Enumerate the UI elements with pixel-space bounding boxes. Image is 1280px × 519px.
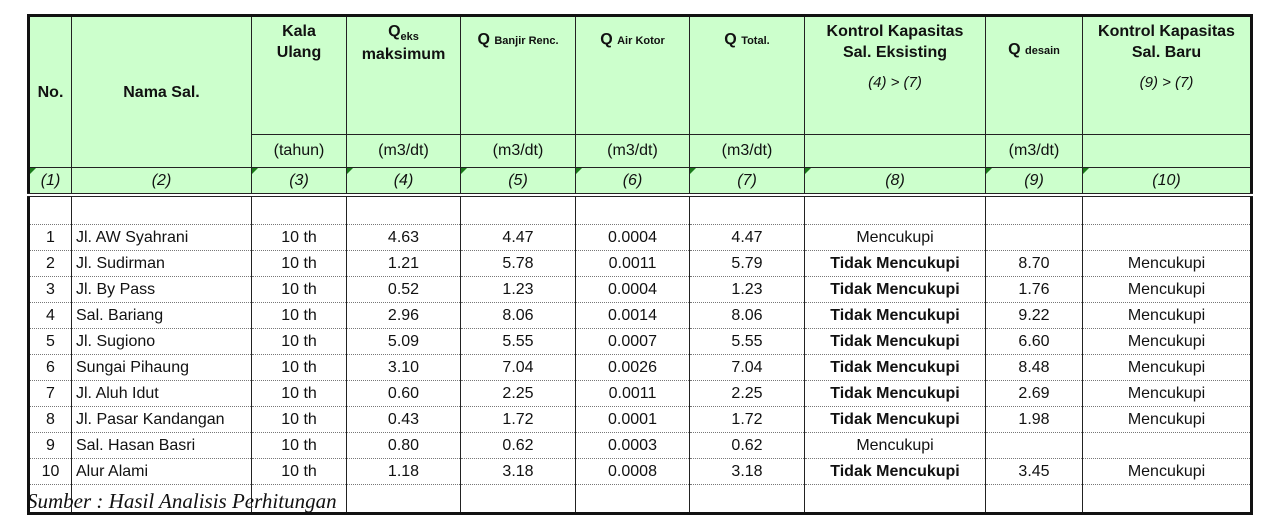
table-row: [29, 225, 1252, 251]
cell-kontrol-eks: Tidak Mencukupi: [805, 459, 986, 485]
colnum-4: [347, 168, 461, 196]
header-q-eks: [347, 16, 461, 135]
cell-q-air: 0.0014: [576, 303, 690, 329]
cell-kala: 10 th: [252, 329, 347, 355]
cell-q-total: 1.72: [690, 407, 805, 433]
cell-kontrol-baru: Mencukupi: [1083, 407, 1252, 433]
cell-q-eks: 1.21: [347, 251, 461, 277]
cell-q-banjir: 1.23: [461, 277, 576, 303]
colnum-4-text: (4): [393, 171, 414, 189]
colnum-6-text: (6): [622, 171, 643, 189]
header-kontrol-eks-line2: Sal. Eksisting: [842, 44, 948, 61]
cell-nama: Jl. Pasar Kandangan: [72, 407, 252, 433]
colnum-5: [461, 168, 576, 196]
table-row: [29, 407, 1252, 433]
cell-marker-icon: [576, 168, 582, 174]
header-q-desain-sub: desain: [1025, 45, 1060, 57]
cell-nama: Sungai Pihaung: [72, 355, 252, 381]
cell-kala: 10 th: [252, 355, 347, 381]
cell-marker-icon: [347, 168, 353, 174]
cell-no: 5: [29, 329, 72, 355]
table-row: [29, 459, 1252, 485]
cell-kala: 10 th: [252, 251, 347, 277]
cell-nama: Jl. Sugiono: [72, 329, 252, 355]
colnum-9-text: (9): [1024, 171, 1044, 189]
cell-q-air: 0.0026: [576, 355, 690, 381]
header-kala-ulang: [252, 16, 347, 135]
cell-nama: Jl. Aluh Idut: [72, 381, 252, 407]
capacity-control-table: [27, 14, 1253, 515]
cell-kontrol-eks: Mencukupi: [805, 433, 986, 459]
cell-no: 7: [29, 381, 72, 407]
unit-cell-4: (m3/dt): [347, 135, 461, 168]
header-kontrol-baru: [1083, 16, 1252, 135]
table-row-blank: [29, 195, 1252, 225]
cell-q-desain: 6.60: [986, 329, 1083, 355]
colnum-1-text: (1): [40, 171, 61, 189]
cell-q-eks: 1.18: [347, 459, 461, 485]
header-q-eks-suffix: maksimum: [361, 46, 446, 63]
table-row: [29, 355, 1252, 381]
header-q-air-main: Q: [600, 31, 613, 48]
colnum-6: [576, 168, 690, 196]
header-q-eks-main: Q: [388, 23, 401, 40]
cell-q-eks: 3.10: [347, 355, 461, 381]
cell-marker-icon: [30, 168, 36, 174]
table-row: [29, 381, 1252, 407]
table-row: [29, 433, 1252, 459]
cell-kontrol-baru: Mencukupi: [1083, 329, 1252, 355]
cell-q-banjir: 4.47: [461, 225, 576, 251]
cell-kala: 10 th: [252, 459, 347, 485]
cell-q-desain: 9.22: [986, 303, 1083, 329]
colnum-2: [72, 168, 252, 196]
header-nama: Nama Sal.: [72, 16, 252, 168]
cell-kontrol-eks: Tidak Mencukupi: [805, 329, 986, 355]
header-q-banjir-sub: Banjir Renc.: [494, 35, 559, 47]
colnum-5-text: (5): [508, 171, 528, 189]
cell-q-banjir: 7.04: [461, 355, 576, 381]
cell-kontrol-baru: Mencukupi: [1083, 355, 1252, 381]
cell-q-air: 0.0001: [576, 407, 690, 433]
cell-nama: Alur Alami: [72, 459, 252, 485]
cell-q-banjir: 0.62: [461, 433, 576, 459]
cell-q-desain: [986, 433, 1083, 459]
cell-q-eks: 0.80: [347, 433, 461, 459]
cell-no: 3: [29, 277, 72, 303]
cell-q-total: 3.18: [690, 459, 805, 485]
header-kontrol-eksisting: [805, 16, 986, 135]
cell-q-desain: 1.98: [986, 407, 1083, 433]
table-row: [29, 277, 1252, 303]
header-q-eks-sub: eks: [400, 31, 419, 43]
cell-q-banjir: 1.72: [461, 407, 576, 433]
cell-marker-icon: [1083, 168, 1089, 174]
unit-cell-3: (tahun): [252, 135, 347, 168]
table-container: [27, 14, 1253, 515]
cell-nama: Jl. By Pass: [72, 277, 252, 303]
header-kontrol-eks-formula: (4) > (7): [868, 74, 922, 91]
cell-q-eks: 0.52: [347, 277, 461, 303]
cell-q-air: 0.0008: [576, 459, 690, 485]
cell-no: 2: [29, 251, 72, 277]
header-q-total-sub: Total.: [741, 35, 770, 47]
cell-kala: 10 th: [252, 277, 347, 303]
colnum-7: [690, 168, 805, 196]
cell-q-banjir: 8.06: [461, 303, 576, 329]
colnum-8-text: (8): [885, 171, 905, 189]
cell-kala: 10 th: [252, 433, 347, 459]
cell-q-total: 0.62: [690, 433, 805, 459]
header-q-desain: [986, 16, 1083, 135]
cell-q-total: 7.04: [690, 355, 805, 381]
header-kala-ulang-text: Kala Ulang: [276, 23, 322, 61]
cell-q-desain: [986, 225, 1083, 251]
table-row: [29, 251, 1252, 277]
cell-q-desain: 1.76: [986, 277, 1083, 303]
cell-kontrol-eks: Mencukupi: [805, 225, 986, 251]
cell-q-banjir: 3.18: [461, 459, 576, 485]
cell-q-total: 8.06: [690, 303, 805, 329]
cell-q-desain: 8.48: [986, 355, 1083, 381]
colnum-3: [252, 168, 347, 196]
cell-no: 4: [29, 303, 72, 329]
cell-marker-icon: [805, 168, 811, 174]
header-q-banjir-main: Q: [477, 31, 490, 48]
colnum-3-text: (3): [289, 171, 309, 189]
cell-q-banjir: 2.25: [461, 381, 576, 407]
cell-kontrol-baru: [1083, 225, 1252, 251]
cell-marker-icon: [690, 168, 696, 174]
cell-q-air: 0.0007: [576, 329, 690, 355]
cell-q-desain: 2.69: [986, 381, 1083, 407]
colnum-2-text: (2): [151, 171, 172, 189]
cell-q-air: 0.0004: [576, 277, 690, 303]
header-q-banjir: [461, 16, 576, 135]
cell-marker-icon: [252, 168, 258, 174]
cell-kontrol-eks: Tidak Mencukupi: [805, 407, 986, 433]
cell-marker-icon: [986, 168, 992, 174]
cell-q-air: 0.0011: [576, 381, 690, 407]
cell-kontrol-eks: Tidak Mencukupi: [805, 277, 986, 303]
cell-nama: Sal. Hasan Basri: [72, 433, 252, 459]
cell-kontrol-eks: Tidak Mencukupi: [805, 251, 986, 277]
cell-no: 8: [29, 407, 72, 433]
cell-marker-icon: [461, 168, 467, 174]
colnum-10: [1083, 168, 1252, 196]
cell-q-eks: 0.60: [347, 381, 461, 407]
unit-cell-7: (m3/dt): [690, 135, 805, 168]
colnum-7-text: (7): [737, 171, 757, 189]
cell-q-desain: 8.70: [986, 251, 1083, 277]
cell-q-eks: 0.43: [347, 407, 461, 433]
colnum-8: [805, 168, 986, 196]
header-q-total: [690, 16, 805, 135]
cell-no: 10: [29, 459, 72, 485]
colnum-10-text: (10): [1152, 171, 1181, 189]
cell-q-total: 1.23: [690, 277, 805, 303]
header-no: No.: [29, 16, 72, 168]
cell-kontrol-baru: Mencukupi: [1083, 459, 1252, 485]
colnum-9: [986, 168, 1083, 196]
table-header: [29, 16, 1252, 196]
cell-q-air: 0.0003: [576, 433, 690, 459]
cell-q-eks: 2.96: [347, 303, 461, 329]
unit-cell-5: (m3/dt): [461, 135, 576, 168]
cell-kontrol-eks: Tidak Mencukupi: [805, 381, 986, 407]
cell-kala: 10 th: [252, 407, 347, 433]
cell-q-eks: 5.09: [347, 329, 461, 355]
cell-q-desain: 3.45: [986, 459, 1083, 485]
cell-no: 1: [29, 225, 72, 251]
cell-kontrol-baru: Mencukupi: [1083, 381, 1252, 407]
cell-q-total: 4.47: [690, 225, 805, 251]
cell-kontrol-baru: [1083, 433, 1252, 459]
cell-kala: 10 th: [252, 225, 347, 251]
cell-kala: 10 th: [252, 303, 347, 329]
table-body: [29, 195, 1252, 514]
cell-kontrol-eks: Tidak Mencukupi: [805, 303, 986, 329]
header-q-air-kotor: [576, 16, 690, 135]
header-kontrol-baru-line1: Kontrol Kapasitas: [1098, 23, 1235, 40]
source-note: Sumber : Hasil Analisis Perhitungan: [27, 489, 337, 513]
cell-q-air: 0.0011: [576, 251, 690, 277]
unit-cell-6: (m3/dt): [576, 135, 690, 168]
header-q-desain-main: Q: [1008, 41, 1021, 58]
cell-nama: Sal. Bariang: [72, 303, 252, 329]
cell-q-air: 0.0004: [576, 225, 690, 251]
header-kontrol-baru-formula: (9) > (7): [1139, 74, 1194, 91]
cell-no: 6: [29, 355, 72, 381]
cell-q-banjir: 5.78: [461, 251, 576, 277]
header-q-air-sub: Air Kotor: [617, 35, 665, 47]
cell-kala: 10 th: [252, 381, 347, 407]
cell-nama: Jl. AW Syahrani: [72, 225, 252, 251]
cell-kontrol-baru: Mencukupi: [1083, 303, 1252, 329]
cell-q-eks: 4.63: [347, 225, 461, 251]
header-q-total-main: Q: [724, 31, 737, 48]
colnum-1: [29, 168, 72, 196]
cell-q-total: 5.79: [690, 251, 805, 277]
cell-nama: Jl. Sudirman: [72, 251, 252, 277]
unit-cell-9: (m3/dt): [986, 135, 1083, 168]
unit-cell-10: [1083, 135, 1252, 168]
table-row: [29, 329, 1252, 355]
cell-kontrol-baru: Mencukupi: [1083, 251, 1252, 277]
cell-q-banjir: 5.55: [461, 329, 576, 355]
cell-q-total: 2.25: [690, 381, 805, 407]
header-kontrol-baru-line2: Sal. Baru: [1131, 44, 1202, 61]
cell-kontrol-baru: Mencukupi: [1083, 277, 1252, 303]
header-kontrol-eks-line1: Kontrol Kapasitas: [826, 23, 964, 40]
table-row: [29, 303, 1252, 329]
cell-q-total: 5.55: [690, 329, 805, 355]
cell-no: 9: [29, 433, 72, 459]
unit-cell-8: [805, 135, 986, 168]
cell-kontrol-eks: Tidak Mencukupi: [805, 355, 986, 381]
